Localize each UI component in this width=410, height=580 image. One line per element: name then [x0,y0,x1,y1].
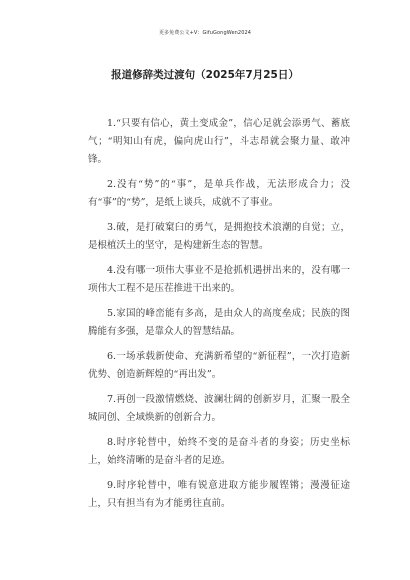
header-watermark: 更多免费公文+V：GifuGongWen2024 [158,30,252,36]
paragraph-5: 5.家国的峰峦能有多高，是由众人的高度垒成；民族的图腾能有多强，是靠众人的智慧结晶。 [88,308,350,337]
paragraph-6: 6.一场承载新使命、充满新希望的“新征程”，一次打造新优势、创造新辉煌的“再出发”。 [88,351,350,380]
paragraph-7: 7.再创一段激情燃烧、波澜壮阔的创新岁月，汇聚一股全城同创、全域焕新的创新合力。 [88,394,350,423]
paragraph-4: 4.没有哪一项伟大事业不是抢抓机遇拼出来的，没有哪一项伟大工程不是压茬推进干出来的。 [88,265,350,294]
document-title: 报道修辞类过渡句（2025年7月25日） [111,69,299,81]
paragraph-8: 8.时序轮替中，始终不变的是奋斗者的身姿；历史坐标上，始终清晰的是奋斗者的足迹。 [88,437,350,466]
paragraph-3: 3.破，是打破窠臼的勇气，是拥抱技术浪潮的自觉；立，是根植沃土的坚守，是构建新生态的智慧。 [88,222,350,251]
paragraph-1: 1.“只要有信心，黄土变成金”，信心足就会添勇气、蓄底气；“明知山有虎，偏向虎山行”，斗志昂就会聚力量、敢冲锋。 [88,118,350,165]
paragraph-9: 9.时序轮替中，唯有锐意进取方能步履铿锵；漫漫征途上，只有担当有为才能勇往直前。 [88,480,350,509]
document-body [88,115,350,520]
paragraph-2: 2.没有“势”的“事”，是单兵作战，无法形成合力；没有“事”的“势”，是纸上谈兵，成就不了事业。 [88,179,350,208]
